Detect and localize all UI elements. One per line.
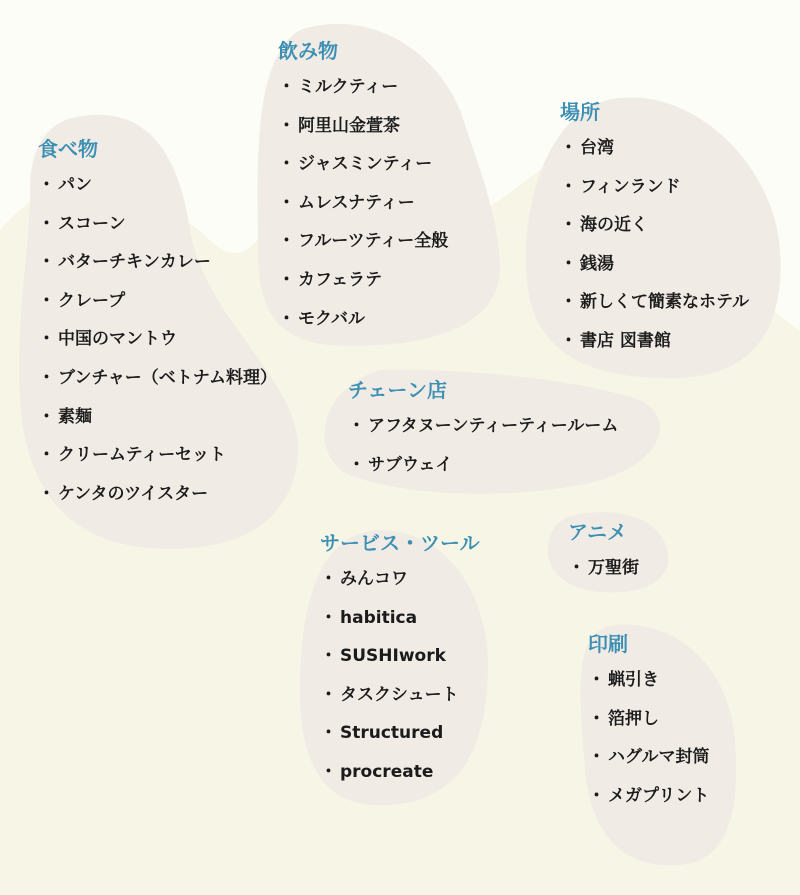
list-item	[278, 270, 448, 290]
item-label: ハグルマ封筒	[608, 747, 710, 768]
item-list-chains	[348, 416, 618, 475]
list-item	[38, 214, 277, 234]
item-label: メガプリント	[608, 785, 710, 806]
list-item	[278, 116, 448, 136]
item-label: ブンチャー（ベトナム料理）	[58, 367, 277, 388]
group-print	[588, 632, 710, 806]
list-item	[588, 709, 710, 729]
item-label: 中国のマントウ	[58, 329, 177, 350]
list-item	[278, 309, 448, 329]
group-title-food: 食べ物	[38, 137, 98, 161]
list-item	[278, 231, 448, 251]
bullet-icon: ・	[560, 253, 577, 274]
list-item	[38, 368, 277, 388]
bullet-icon: ・	[568, 558, 585, 578]
item-label: 素麺	[58, 406, 92, 427]
group-services	[320, 531, 480, 782]
bullet-icon: ・	[320, 684, 337, 705]
group-drinks	[278, 39, 448, 329]
bullet-icon: ・	[560, 330, 577, 351]
bullet-icon: ・	[38, 213, 55, 234]
list-item	[38, 329, 277, 349]
list-item	[588, 786, 710, 806]
list-item	[560, 138, 749, 158]
list-item	[588, 670, 710, 690]
bullet-icon: ・	[560, 176, 577, 197]
list-item	[320, 608, 480, 628]
bullet-icon: ・	[278, 154, 295, 175]
list-item	[278, 193, 448, 213]
item-label: ミルクティー	[298, 77, 399, 97]
list-item	[588, 747, 710, 767]
bullet-icon: ・	[38, 367, 55, 388]
item-label: フィンランド	[580, 176, 681, 197]
item-label: 台湾	[580, 138, 614, 158]
group-title-anime: アニメ	[568, 520, 627, 544]
item-label: 海の近く	[580, 215, 648, 236]
group-food	[38, 137, 277, 504]
item-label: アフタヌーンティーティールーム	[368, 416, 619, 436]
list-item	[38, 252, 277, 272]
list-item	[560, 215, 749, 235]
bullet-icon: ・	[560, 215, 577, 236]
item-label: 箔押し	[608, 708, 659, 729]
item-label: SUSHIwork	[340, 646, 446, 667]
list-item	[38, 484, 277, 504]
item-label: スコーン	[58, 213, 126, 234]
bullet-icon: ・	[588, 785, 605, 806]
bullet-icon: ・	[278, 269, 295, 290]
list-item	[348, 416, 618, 436]
group-anime	[568, 520, 639, 578]
item-list-places	[560, 138, 749, 351]
group-title-services: サービス・ツール	[320, 531, 480, 555]
item-label: ムレスナティー	[298, 192, 415, 213]
item-label: クリームティーセット	[58, 445, 226, 466]
list-item	[348, 455, 618, 475]
group-title-drinks: 飲み物	[278, 39, 338, 63]
bullet-icon: ・	[38, 445, 55, 466]
bullet-icon: ・	[348, 454, 365, 475]
bullet-icon: ・	[38, 252, 55, 273]
bullet-icon: ・	[560, 292, 577, 313]
bullet-icon: ・	[348, 416, 365, 436]
group-chains	[348, 378, 618, 475]
group-title-places: 場所	[560, 100, 600, 124]
bullet-icon: ・	[588, 747, 605, 768]
bullet-icon: ・	[278, 115, 295, 136]
item-label: クレープ	[58, 290, 126, 311]
group-title-print: 印刷	[588, 632, 628, 656]
list-item	[320, 569, 480, 589]
bullet-icon: ・	[278, 192, 295, 213]
item-label: みんコワ	[340, 569, 408, 589]
list-item	[560, 177, 749, 197]
item-label: 新しくて簡素なホテル	[580, 292, 750, 313]
item-label: Structured	[340, 723, 444, 744]
item-label: procreate	[340, 761, 434, 782]
group-title-chains: チェーン店	[348, 378, 447, 402]
bullet-icon: ・	[278, 77, 295, 97]
item-label: タスクシュート	[340, 684, 459, 705]
list-item	[38, 291, 277, 311]
bullet-icon: ・	[38, 329, 55, 350]
item-list-drinks	[278, 77, 448, 329]
item-label: 阿里山金萱茶	[298, 115, 400, 136]
bullet-icon: ・	[278, 308, 295, 329]
bullet-icon: ・	[320, 607, 337, 628]
item-label: habitica	[340, 607, 418, 628]
item-label: 万聖街	[588, 558, 639, 578]
bullet-icon: ・	[588, 670, 605, 690]
item-list-food	[38, 175, 277, 504]
item-label: 蝋引き	[608, 670, 659, 690]
bullet-icon: ・	[320, 646, 337, 667]
item-label: フルーツティー全般	[298, 231, 449, 252]
bullet-icon: ・	[320, 569, 337, 589]
bullet-icon: ・	[320, 723, 337, 744]
bullet-icon: ・	[320, 761, 337, 782]
bullet-icon: ・	[38, 483, 55, 504]
list-item	[320, 723, 480, 743]
item-label: 銭湯	[580, 253, 614, 274]
list-item	[568, 558, 639, 578]
bullet-icon: ・	[278, 231, 295, 252]
bullet-icon: ・	[588, 708, 605, 729]
item-label: カフェラテ	[298, 269, 383, 290]
list-item	[560, 331, 749, 351]
item-label: モクバル	[298, 308, 365, 329]
item-list-print	[588, 670, 710, 806]
bullet-icon: ・	[38, 290, 55, 311]
item-list-anime	[568, 558, 639, 578]
list-item	[320, 685, 480, 705]
bullet-icon: ・	[38, 175, 55, 195]
item-label: ジャスミンティー	[298, 154, 433, 175]
item-label: ケンタのツイスター	[58, 483, 209, 504]
list-item	[320, 646, 480, 666]
item-list-services	[320, 569, 480, 782]
list-item	[278, 154, 448, 174]
list-item	[38, 445, 277, 465]
list-item	[560, 254, 749, 274]
item-label: バターチキンカレー	[58, 252, 211, 273]
bullet-icon: ・	[560, 138, 577, 158]
item-label: サブウェイ	[368, 454, 453, 475]
list-item	[38, 175, 277, 195]
list-item	[38, 407, 277, 427]
list-item	[560, 292, 749, 312]
list-item	[278, 77, 448, 97]
item-label: パン	[58, 175, 92, 195]
item-label: 書店 図書館	[580, 330, 671, 351]
list-item	[320, 762, 480, 782]
bullet-icon: ・	[38, 406, 55, 427]
group-places	[560, 100, 749, 351]
